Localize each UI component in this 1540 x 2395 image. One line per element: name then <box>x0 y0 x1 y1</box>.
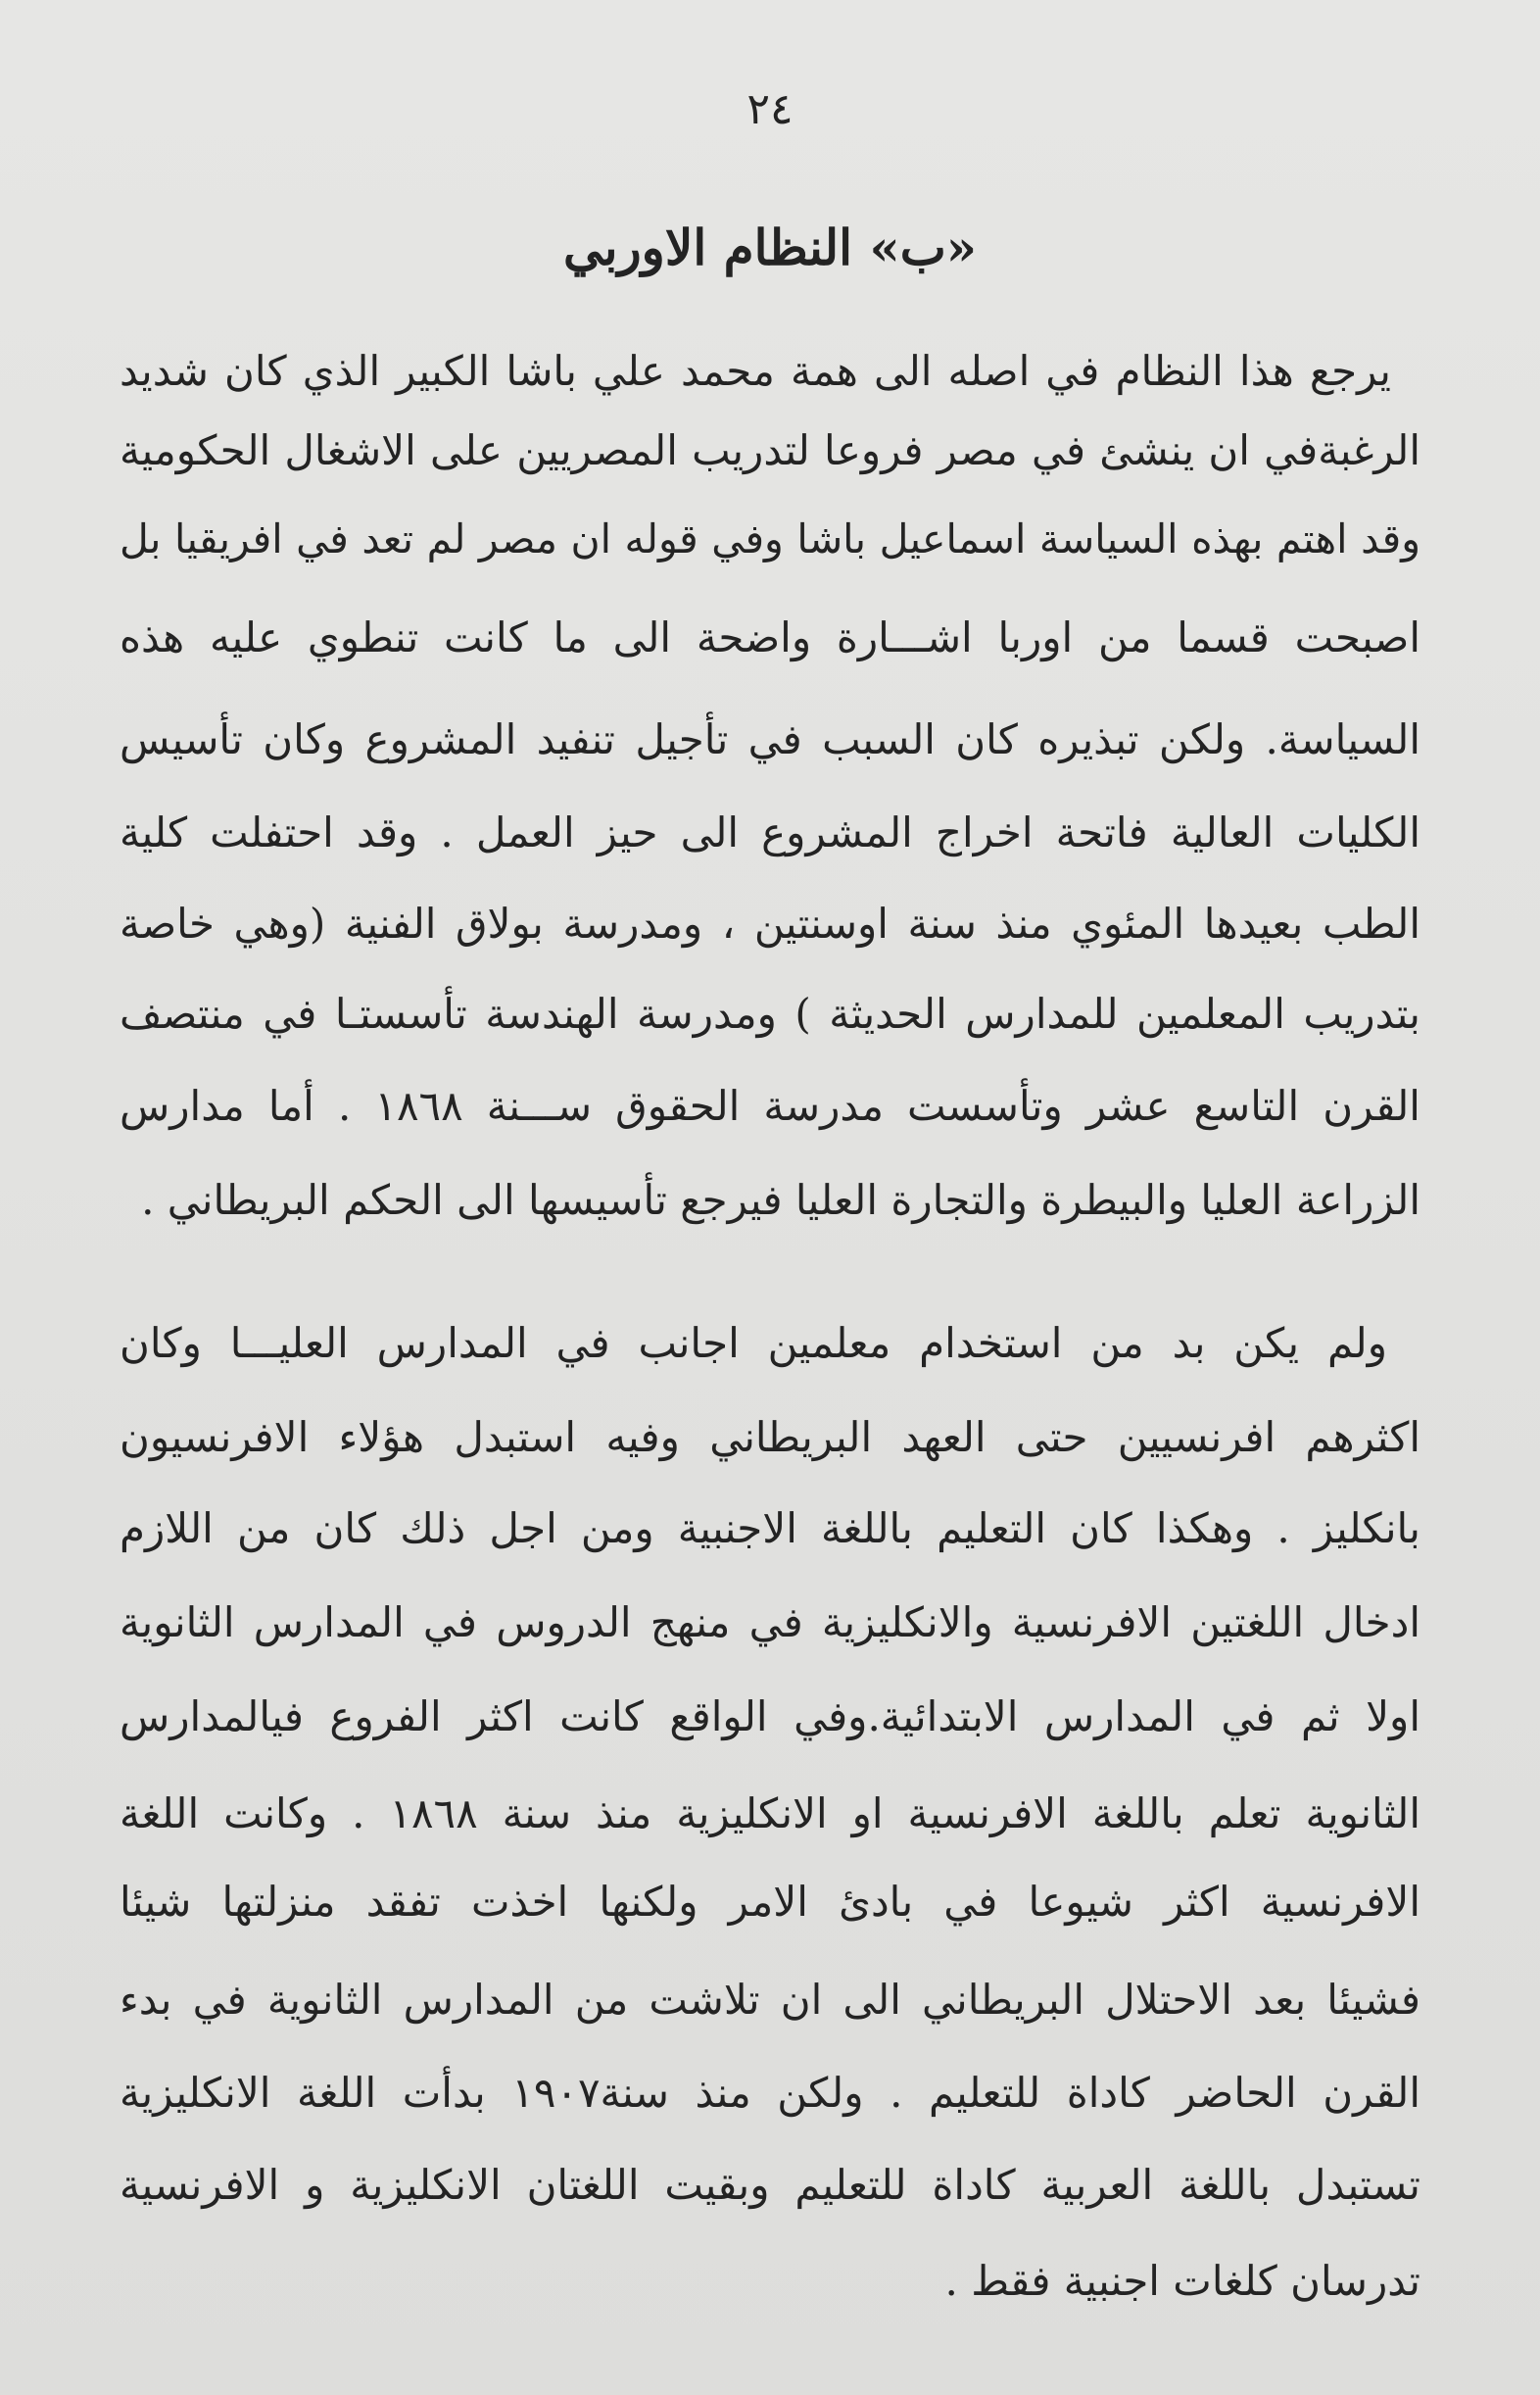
paragraph-line: السياسة. ولكن تبذيره كان السبب في تأجيل تنفيد المشروع وكان تأسيس <box>120 715 1420 763</box>
paragraph-line: القرن الحاضر كاداة للتعليم . ولكن منذ سنة١٩٠٧ بدأت اللغة الانكليزية <box>120 2069 1420 2117</box>
paragraph-line: القرن التاسع عشر وتأسست مدرسة الحقوق ســـنة ١٨٦٨ . أما مدارس <box>120 1082 1420 1130</box>
paragraph-line: تدرسان كلغات اجنبية فقط . <box>944 2257 1420 2305</box>
paragraph-line: الكليات العالية فاتحة اخراج المشروع الى حيز العمل . وقد احتفلت كلية <box>120 808 1420 856</box>
paragraph-line: فشيئا بعد الاحتلال البريطاني الى ان تلاشت من المدارس الثانوية في بدء <box>120 1976 1420 2024</box>
section-title: «ب» النظام الاوربي <box>562 219 978 276</box>
paragraph-line: اصبحت قسما من اوربا اشـــارة واضحة الى ما كانت تنطوي عليه هذه <box>120 613 1420 661</box>
paragraph-line: يرجع هذا النظام في اصله الى همة محمد علي باشا الكبير الذي كان شديد <box>120 347 1391 395</box>
paragraph-line: ادخال اللغتين الافرنسية والانكليزية في منهج الدروس في المدارس الثانوية <box>120 1598 1421 1646</box>
paragraph-line: وقد اهتم بهذه السياسة اسماعيل باشا وفي قوله ان مصر لم تعد في افريقيا بل <box>120 515 1420 562</box>
paragraph-line: الثانوية تعلم باللغة الافرنسية او الانكليزية منذ سنة ١٨٦٨ . وكانت اللغة <box>120 1789 1420 1837</box>
page-number: ٢٤ <box>746 84 794 134</box>
paragraph-line: تستبدل باللغة العربية كاداة للتعليم وبقيت اللغتان الانكليزية و الافرنسية <box>120 2161 1420 2209</box>
paragraph-line: الزراعة العليا والبيطرة والتجارة العليا فيرجع تأسيسها الى الحكم البريطاني . <box>141 1176 1420 1224</box>
paragraph-line: اكثرهم افرنسيين حتى العهد البريطاني وفيه استبدل هؤلاء الافرنسيون <box>120 1413 1420 1461</box>
paragraph-line: ولم يكن بد من استخدام معلمين اجانب في المدارس العليـــا وكان <box>120 1319 1387 1367</box>
paragraph-line: بتدريب المعلمين للمدارس الحديثة ) ومدرسة الهندسة تأسستـا في منتصف <box>120 990 1420 1038</box>
paragraph-line: الطب بعيدها المئوي منذ سنة اوسنتين ، ومدرسة بولاق الفنية (وهي خاصة <box>120 900 1420 948</box>
paragraph-line: الافرنسية اكثر شيوعا في بادئ الامر ولكنها اخذت تفقد منزلتها شيئا <box>120 1878 1420 1926</box>
paragraph-line: اولا ثم في المدارس الابتدائية.وفي الواقع كانت اكثر الفروع فيالمدارس <box>120 1692 1420 1740</box>
paragraph-line: بانكليز . وهكذا كان التعليم باللغة الاجنبية ومن اجل ذلك كان من اللازم <box>120 1504 1420 1552</box>
paragraph-line: الرغبةفي ان ينشئ في مصر فروعا لتدريب المصريين على الاشغال الحكومية <box>120 426 1420 474</box>
